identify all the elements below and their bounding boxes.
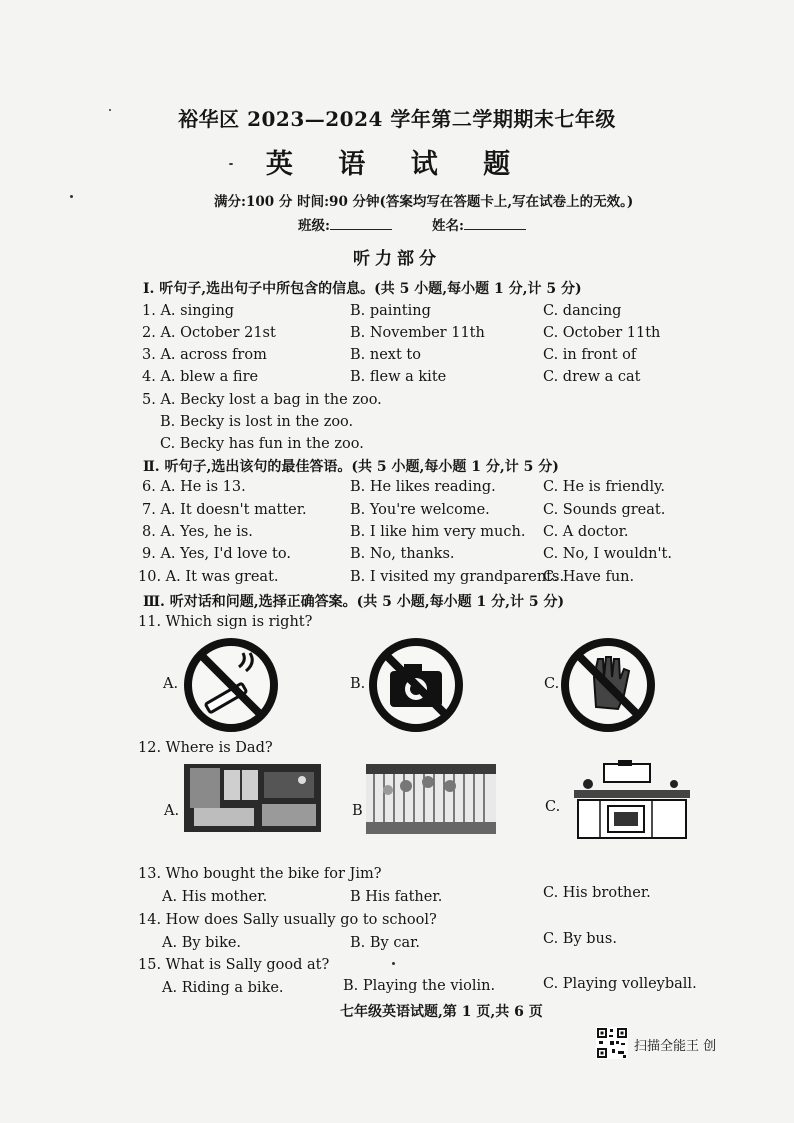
q13-option-c: C. His brother. — [543, 885, 651, 901]
no-smoking-sign-icon — [183, 637, 279, 733]
q5-option-b: B. Becky is lost in the zoo. — [160, 414, 354, 430]
q2-option-c: C. October 11th — [543, 325, 661, 341]
scan-speck — [109, 109, 111, 111]
q8-option-c: C. A doctor. — [543, 524, 629, 540]
garden-picture-icon — [366, 764, 496, 834]
q7-option-c: C. Sounds great. — [543, 502, 666, 518]
q12-label-a: A. — [164, 803, 180, 819]
q1-option-a: 1. A. singing — [142, 303, 235, 319]
q6-option-b: B. He likes reading. — [350, 479, 496, 495]
q15-question: 15. What is Sally good at? — [138, 957, 330, 973]
q11-question: 11. Which sign is right? — [138, 614, 313, 630]
q9-option-c: C. No, I wouldn't. — [543, 546, 672, 562]
name-label: 姓名: — [431, 218, 464, 234]
name-blank — [464, 217, 526, 230]
q14-option-c: C. By bus. — [543, 931, 617, 947]
page-footer: 七年级英语试题,第 1 页,共 6 页 — [340, 1004, 543, 1020]
q2-option-b: B. November 11th — [350, 325, 485, 341]
q6-option-c: C. He is friendly. — [543, 479, 665, 495]
q10-option-a: 10. A. It was great. — [138, 569, 279, 585]
q3-option-c: C. in front of — [543, 347, 637, 363]
q4-option-a: 4. A. blew a fire — [142, 369, 259, 385]
q11-label-b: B. — [350, 676, 366, 692]
q12-label-b: B — [352, 803, 363, 819]
q10-option-b: B. I visited my grandparents. — [350, 569, 565, 585]
q13-question: 13. Who bought the bike for Jim? — [138, 866, 382, 882]
q4-option-c: C. drew a cat — [543, 369, 641, 385]
q10-option-c: C. Have fun. — [543, 569, 635, 585]
q8-option-b: B. I like him very much. — [350, 524, 526, 540]
q14-question: 14. How does Sally usually go to school? — [138, 912, 437, 928]
part2-instruction: Ⅱ. 听句子,选出该句的最佳答语。(共 5 小题,每小题 1 分,计 5 分) — [143, 459, 559, 475]
q13-option-a: A. His mother. — [162, 889, 268, 905]
q4-option-b: B. flew a kite — [350, 369, 447, 385]
exam-subject-title: 英 语 试 题 — [265, 149, 529, 180]
class-name-line — [298, 214, 526, 234]
listening-section-title: 听力部分 — [353, 249, 441, 269]
part1-instruction: Ⅰ. 听句子,选出句子中所包含的信息。(共 5 小题,每小题 1 分,计 5 分) — [143, 281, 582, 297]
q14-option-b: B. By car. — [350, 935, 421, 951]
q11-label-a: A. — [163, 676, 179, 692]
q11-label-c: C. — [544, 676, 560, 692]
exam-info-line: 满分:100 分 时间:90 分钟(答案均写在答题卡上,写在试卷上的无效。) — [214, 194, 634, 210]
scan-speck — [229, 163, 233, 165]
scan-speck — [70, 195, 73, 198]
q1-option-c: C. dancing — [543, 303, 622, 319]
q8-option-a: 8. A. Yes, he is. — [142, 524, 253, 540]
q14-option-a: A. By bike. — [162, 935, 242, 951]
q3-option-b: B. next to — [350, 347, 421, 363]
no-photography-sign-icon — [368, 637, 464, 733]
q2-option-a: 2. A. October 21st — [142, 325, 276, 341]
kitchen-picture-icon — [574, 760, 690, 840]
q12-label-c: C. — [545, 799, 561, 815]
q15-option-b: B. Playing the violin. — [343, 978, 496, 994]
q3-option-a: 3. A. across from — [142, 347, 267, 363]
class-label: 班级: — [298, 218, 330, 234]
qr-code-icon — [596, 1027, 628, 1059]
scanner-watermark: 扫描全能王 创 — [634, 1039, 717, 1054]
q15-option-c: C. Playing volleyball. — [543, 976, 697, 992]
q5-option-c: C. Becky has fun in the zoo. — [160, 436, 364, 452]
q1-option-b: B. painting — [350, 303, 431, 319]
q7-option-b: B. You're welcome. — [350, 502, 490, 518]
q9-option-b: B. No, thanks. — [350, 546, 455, 562]
class-blank — [330, 217, 392, 230]
q9-option-a: 9. A. Yes, I'd love to. — [142, 546, 291, 562]
q5-option-a: 5. A. Becky lost a bag in the zoo. — [142, 392, 382, 408]
q15-option-a: A. Riding a bike. — [162, 980, 284, 996]
part3-instruction: Ⅲ. 听对话和问题,选择正确答案。(共 5 小题,每小题 1 分,计 5 分) — [143, 594, 565, 610]
q13-option-b: B His father. — [350, 889, 443, 905]
scan-speck — [392, 962, 395, 965]
do-not-touch-sign-icon — [560, 637, 656, 733]
q12-question: 12. Where is Dad? — [138, 740, 273, 756]
q6-option-a: 6. A. He is 13. — [142, 479, 246, 495]
q7-option-a: 7. A. It doesn't matter. — [142, 502, 307, 518]
exam-title-line: 裕华区 2023—2024 学年第二学期期末七年级 — [178, 107, 616, 131]
bedroom-picture-icon — [184, 764, 321, 832]
